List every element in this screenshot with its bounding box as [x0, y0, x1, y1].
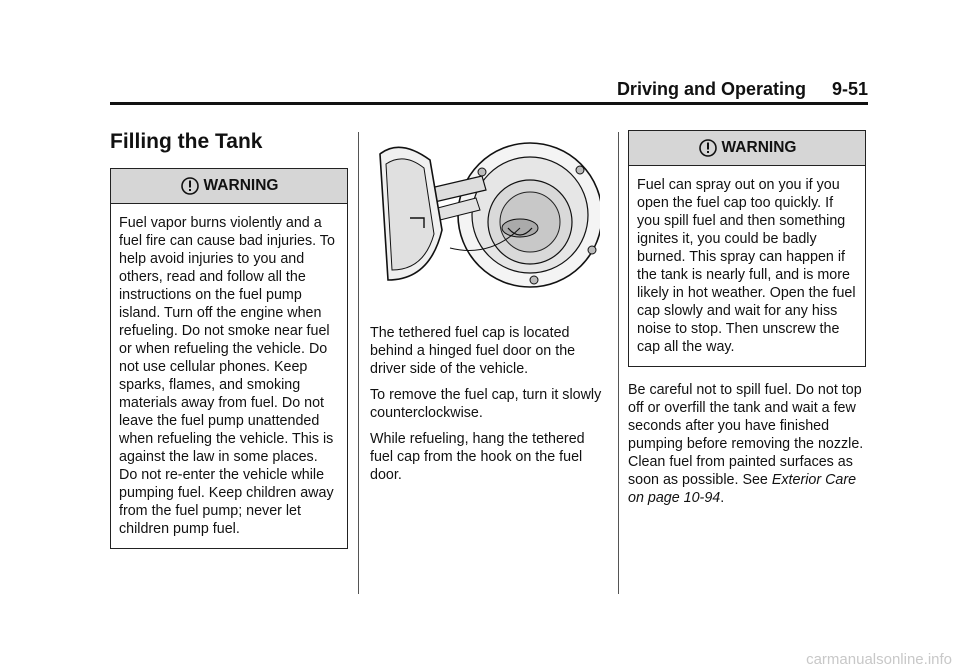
right-column	[628, 130, 866, 515]
column-divider-1	[358, 132, 359, 594]
warning-icon	[698, 138, 718, 158]
paragraph-location: The tethered fuel cap is located behind a hinged fuel door on the driver side of the vehicle.	[370, 325, 576, 377]
paragraph-remove: To remove the fuel cap, turn it slowly counterclockwise.	[370, 387, 602, 421]
fuel-door-illustration-icon	[370, 130, 600, 300]
section-title: Driving and Operating	[616, 79, 806, 99]
exterior-care-link[interactable]: Exterior Care on page 10-94	[628, 472, 857, 506]
paragraph-spill-text: Be careful not to spill fuel. Do not top off or overfill the tank and wait a few seconds after you have finished pumping before removing the nozzle. Clean fuel from painted surfaces as soon as possible. See	[628, 382, 864, 488]
warning-label: WARNING	[721, 139, 797, 156]
warning-box-fuel-spray	[628, 130, 866, 367]
section-heading: Filling the Tank	[110, 130, 263, 153]
warning-text: Fuel can spray out on you if you open the fuel cap too quickly. If you spill fuel and then something ignites it, you could be badly burned. This spray can happen if the tank is nearly full, and is more likely in hot weather. Open the fuel cap slowly and wait for any hiss noise to stop. Then unscrew the cap all the way.	[637, 177, 856, 355]
column-divider-2	[618, 132, 619, 594]
paragraph-spill	[628, 381, 866, 507]
warning-header	[111, 169, 347, 204]
middle-column	[370, 130, 606, 492]
page-header	[110, 78, 868, 100]
warning-text: Fuel vapor burns violently and a fuel fire can cause bad injuries. To help avoid injuries to you and others, read and follow all the instructions on the fuel pump island. Turn off the engine when refueling. Do not smoke near fuel or when refueling the vehicle. Do not use cellular phones. Keep sparks, flames, and smoking materials away from fuel. Do not leave the fuel pump unattended when refueling the vehicle. This is against the law in some places. Do not re-enter the vehicle while pumping fuel. Keep children away from the fuel pump; never let children pump fuel.	[119, 215, 335, 537]
left-column	[110, 130, 348, 549]
warning-header	[629, 131, 865, 166]
paragraph-hang: While refueling, hang the tethered fuel cap from the hook on the fuel door.	[370, 431, 585, 483]
warning-box-fuel-vapor	[110, 168, 348, 549]
header-rule	[110, 102, 868, 105]
watermark: carmanualsonline.info	[806, 651, 952, 668]
warning-label: WARNING	[203, 177, 279, 194]
warning-icon	[180, 176, 200, 196]
page-number: 9-51	[831, 79, 868, 99]
paragraph-spill-end: .	[720, 490, 725, 506]
